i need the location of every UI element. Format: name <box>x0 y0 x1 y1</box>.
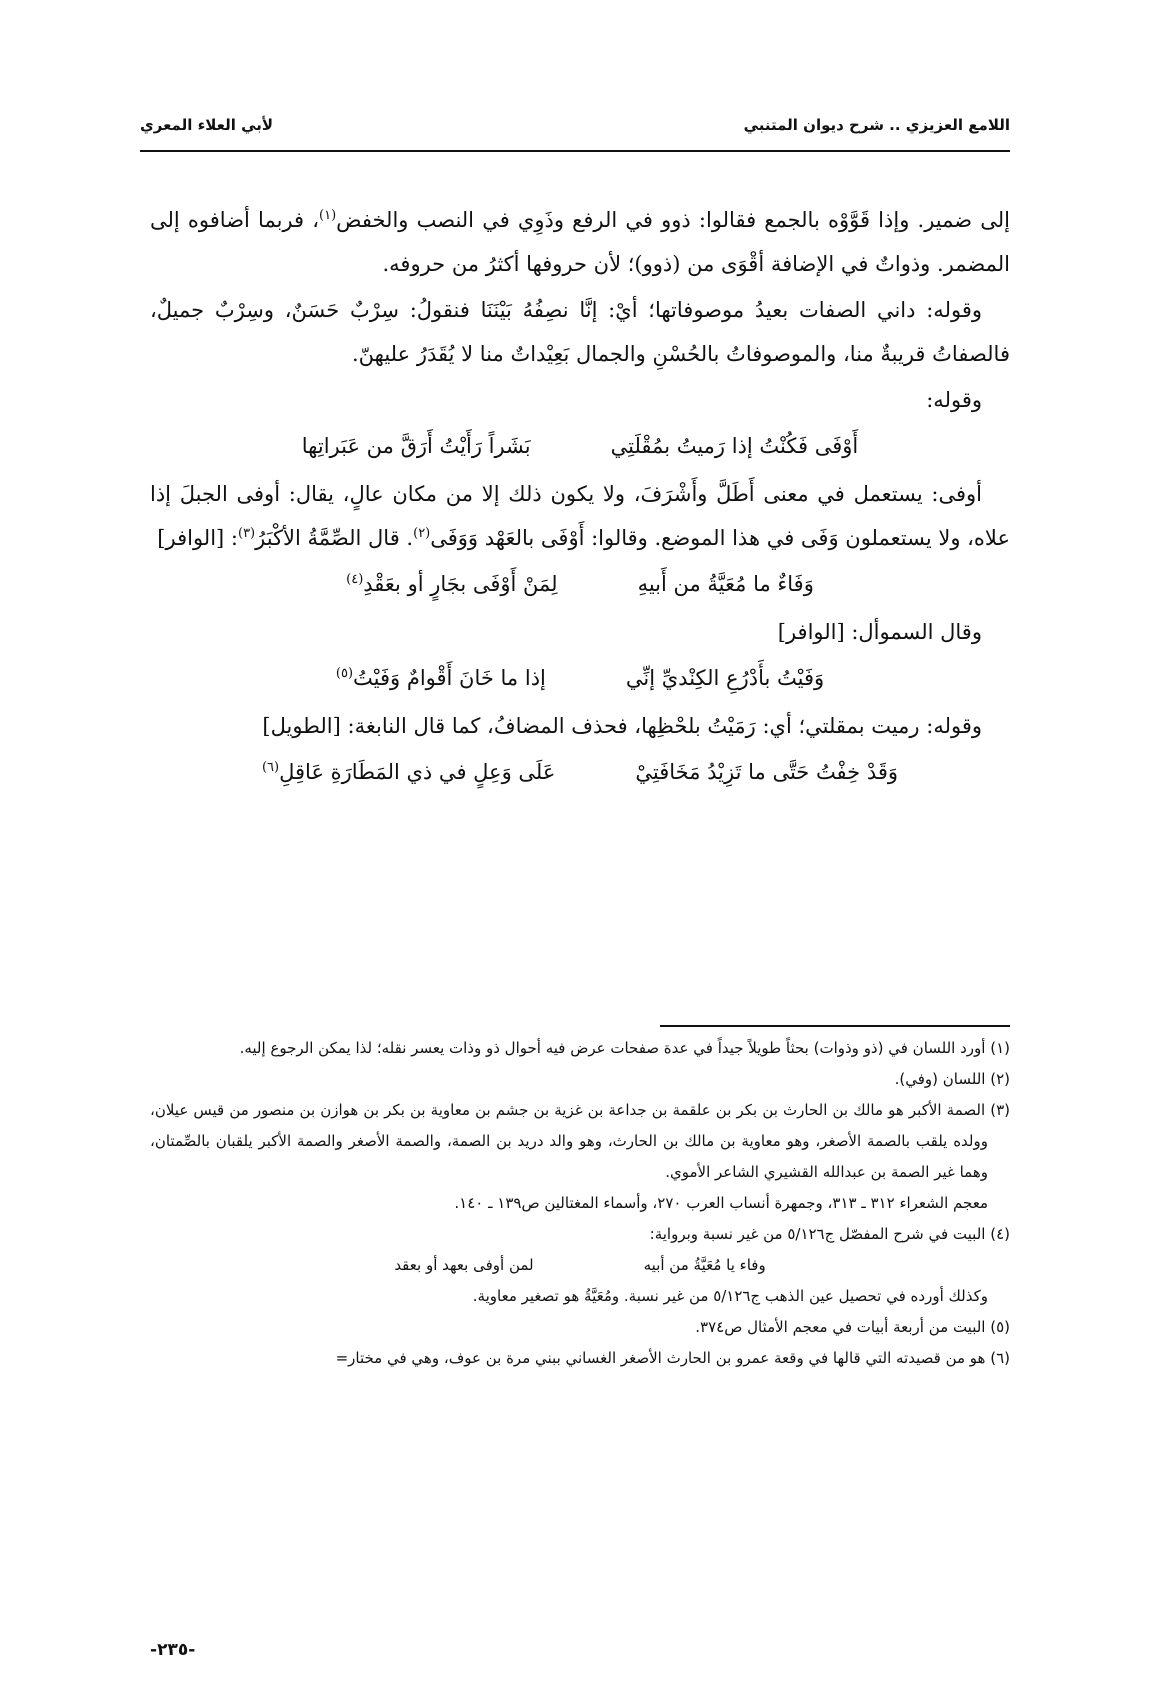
running-header <box>140 112 1010 142</box>
footnote-ref-6: (٦) <box>261 760 280 775</box>
header-book-title: اللامع العزيزي .. شرح ديوان المتنبي <box>743 116 1010 134</box>
paragraph-4-text-cont: . قال الصِّمَّةُ الأكْبَرُ <box>255 526 414 550</box>
footnote-ref-5: (٥) <box>335 666 354 681</box>
paragraph-1-text-cont: ، فربما أضافوه إلى المضمر. وذواتٌ في الإضافة أقْوَى من (ذوو)؛ لأن حروفها أكثرُ من حروفه. <box>150 208 1010 276</box>
footnotes <box>150 1033 1010 1374</box>
verse-3-first-hemistich: وَفَيْتُ بأَدْرُعِ الكِنْديِّ إنِّي <box>625 666 825 690</box>
verse-1-first-hemistich: أَوْفَى فَكُنْتُ إذا رَميتُ بمُقْلَتِي <box>610 434 859 458</box>
footnote-1: (١) أورد اللسان في (ذو وذوات) بحثاً طويلاً جيداً في عدة صفحات عرض فيه أحوال ذو وذات يعسر نقله؛ لذا يمكن الرجوع إليه. <box>239 1039 1010 1057</box>
header-author: لأبي العلاء المعري <box>140 116 274 134</box>
paragraph-4-meter: : [الوافر] <box>157 526 238 550</box>
footnote-4-verse <box>150 1250 1010 1281</box>
footnote-3: (٣) الصمة الأكبر هو مالك بن الحارث بن بكر بن علقمة بن جداعة بن غزية بن جشم بن معاوية بن بكر بن هوازن بن منصور من قيس عيلان، وولده يلقب بالصمة الأصغر، وهو معاوية بن مالك بن الحارث، وهو والد دريد بن الصمة، والصمة الأصغر والصمة الأكبر يلقبان بالصِّمتان، وهما غير الصمة بن عبدالله القشيري الشاعر الأموي. <box>150 1101 1010 1181</box>
footnote-4-verse-first: وفاء يا مُعَيَّةُ من أبيه <box>643 1256 766 1274</box>
verse-4 <box>150 750 1010 794</box>
footnote-4-verse-second: لمن أوفى بعهد أو بعقد <box>394 1256 534 1274</box>
verse-1-second-hemistich: بَشَراً رَأَيْتُ أَرَقَّ من عَبَراتِها <box>301 434 531 458</box>
footnote-ref-3: (٣) <box>237 526 256 541</box>
page-number: -٢٣٥- <box>150 1640 196 1660</box>
verse-4-second-text: عَلَى وَعِلٍ في ذي المَطَارَةِ عَاقِلِ <box>279 760 556 784</box>
footnote-3-sources: معجم الشعراء ٣١٢ ـ ٣١٣، وجمهرة أنساب العرب ٢٧٠، وأسماء المغتالين ص١٣٩ ـ ١٤٠. <box>454 1194 988 1212</box>
verse-4-second-hemistich <box>262 750 555 794</box>
verse-4-first-hemistich: وَقَدْ خِفْتُ حَتَّى ما تَزِيْدُ مَخَافَتِيْ <box>635 760 899 784</box>
verse-3 <box>150 656 1010 700</box>
paragraph-1 <box>150 198 1010 286</box>
paragraph-5: وقال السموأل: [الوافر] <box>777 620 982 644</box>
paragraph-1-text: إلى ضمير. وإذا قَوَّوْه بالجمع فقالوا: ذوو في الرفع وذَوِي في النصب والخفض <box>336 208 1010 232</box>
verse-3-second-text: إذا ما خَانَ أَقْوامٌ وَفَيْتُ <box>353 666 546 690</box>
footnote-ref-2: (٢) <box>413 526 431 541</box>
footnote-2: (٢) اللسان (وفي). <box>894 1070 1010 1088</box>
verse-3-second-hemistich <box>336 656 546 700</box>
footnote-ref-1: (١) <box>319 208 337 223</box>
main-text <box>150 198 1010 798</box>
header-rule <box>140 150 1010 152</box>
paragraph-4 <box>150 472 1010 560</box>
verse-1 <box>150 424 1010 468</box>
footnote-ref-4: (٤) <box>346 572 364 587</box>
verse-2-second-text: لِمَنْ أَوْفَى بجَارٍ أو بعَقْدِ <box>363 572 558 596</box>
footnote-4: (٤) البيت في شرح المفصّل ج٥/١٢٦ من غير نسبة وبرواية: <box>649 1225 1010 1243</box>
paragraph-2: وقوله: داني الصفات بعيدُ موصوفاتها؛ أيْ: إنَّا نصِفُهُ بَيْنَنَا فنقولُ: سِرْبٌ حَسَنٌ، وسِرْبٌ جميلٌ، فالصفاتُ قريبةٌ منا، والموصوفاتُ بالحُسْنِ والجمال بَعِيْداتٌ منا لا يُقَدَرُ عليهنّ. <box>150 298 1010 366</box>
paragraph-4-text: أوفى: يستعمل في معنى أَطَلَّ وأَشْرَفَ، ولا يكون ذلك إلا من مكان عالٍ، يقال: أوفى الجبلَ إذا علاه، ولا يستعملون وَفَى في هذا الموضع. وقالوا: أَوْفَى بالعَهْد وَوَفَى <box>150 482 1010 550</box>
verse-2-second-hemistich <box>346 562 557 606</box>
footnote-6: (٦) هو من قصيدته التي قالها في وقعة عمرو بن الحارث الأصغر الغساني ببني مرة بن عوف، وهي في مختار= <box>335 1349 1010 1367</box>
verse-2-first-hemistich: وَفَاءٌ ما مُعَيَّةُ من أَبيهِ <box>637 572 814 596</box>
verse-2 <box>150 562 1010 606</box>
paragraph-3: وقوله: <box>926 388 982 412</box>
footnote-5: (٥) البيت من أربعة أبيات في معجم الأمثال ص٣٧٤. <box>695 1318 1010 1336</box>
paragraph-6: وقوله: رميت بمقلتي؛ أي: رَمَيْتُ بلحْظِها، فحذف المضافُ، كما قال النابغة: [الطويل] <box>262 714 982 738</box>
footnote-4-note: وكذلك أورده في تحصيل عين الذهب ج٥/١٢٦ من غير نسبة. ومُعَيَّةُ هو تصغير معاوية. <box>472 1287 988 1305</box>
footnote-rule <box>660 1025 1010 1027</box>
